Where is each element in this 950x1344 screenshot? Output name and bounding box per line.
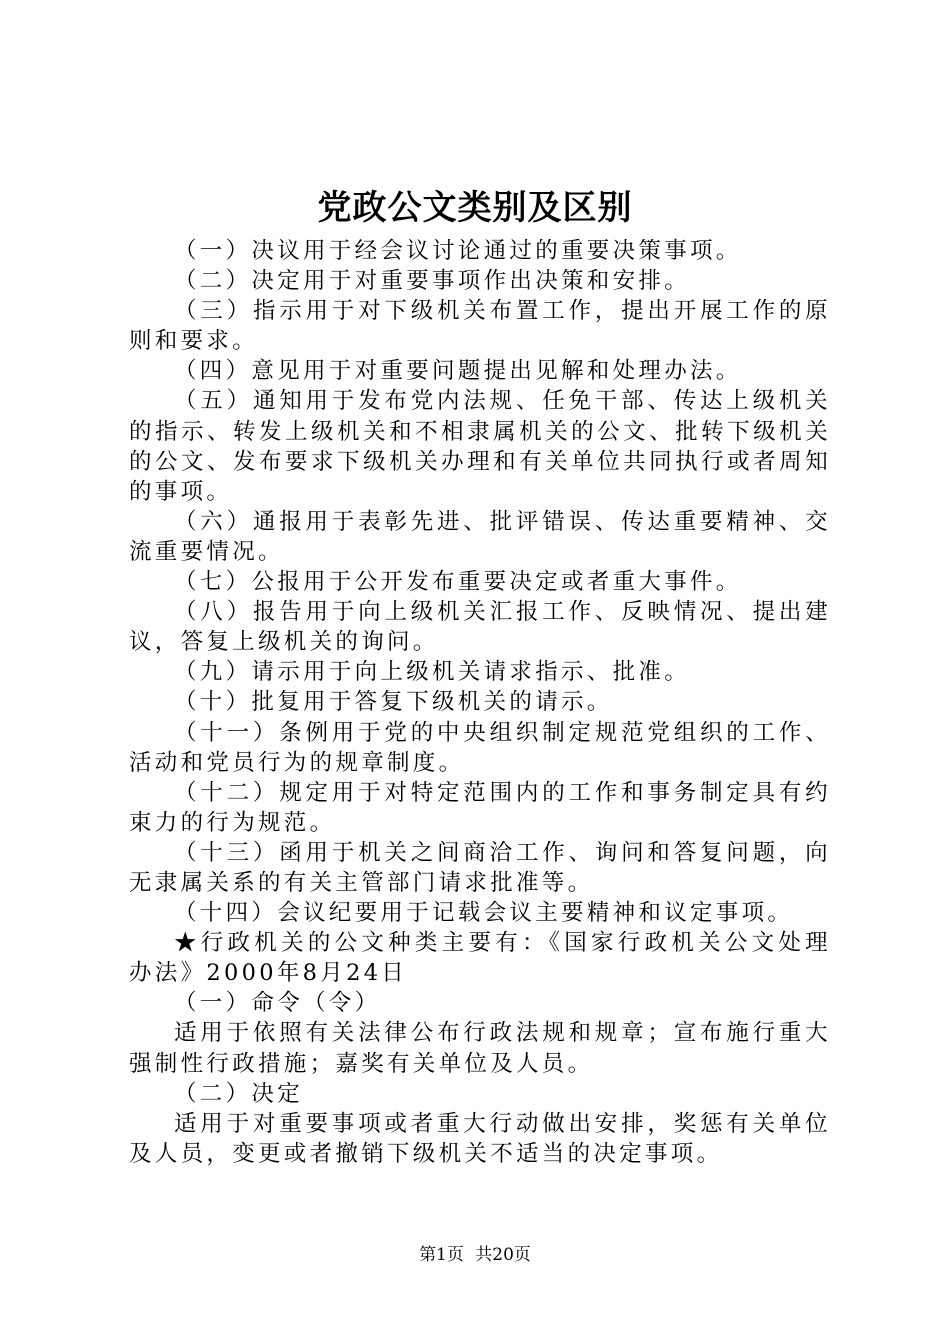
paragraph: （三）指示用于对下级机关布置工作，提出开展工作的原则和要求。 (129, 298, 831, 355)
paragraph: （五）通知用于发布党内法规、任免干部、传达上级机关的指示、转发上级机关和不相隶属机关的公文、批转下级机关的公文、发布要求下级机关办理和有关单位共同执行或者周知的事项。 (129, 388, 831, 505)
paragraph: （二）决定 (174, 1080, 304, 1107)
paragraph: （六）通报用于表彰先进、批评错误、传达重要精神、交流重要情况。 (129, 508, 831, 565)
paragraph: （二）决定用于对重要事项作出决策和安排。 (174, 268, 691, 295)
page-number: 第1页 (419, 1245, 464, 1265)
page-footer (0, 1243, 950, 1267)
paragraph: （一）决议用于经会议讨论通过的重要决策事项。 (174, 238, 742, 264)
paragraph: （十四）会议纪要用于记载会议主要精神和议定事项。 (174, 900, 794, 927)
paragraph: （八）报告用于向上级机关汇报工作、反映情况、提出建议，答复上级机关的询问。 (129, 599, 831, 656)
paragraph: 适用于对重要事项或者重大行动做出安排，奖惩有关单位及人员，变更或者撤销下级机关不适当的决定事项。 (129, 1110, 831, 1167)
paragraph: （四）意见用于对重要问题提出见解和处理办法。 (174, 358, 742, 385)
paragraph: （十二）规定用于对特定范围内的工作和事务制定具有约束力的行为规范。 (129, 779, 831, 836)
paragraph: （十一）条例用于党的中央组织制定规范党组织的工作、活动和党员行为的规章制度。 (129, 719, 831, 776)
paragraph: （七）公报用于公开发布重要决定或者重大事件。 (174, 569, 742, 596)
document-title: 党政公文类别及区别 (317, 188, 633, 228)
paragraph: （九）请示用于向上级机关请求指示、批准。 (174, 659, 691, 686)
paragraph: （十三）函用于机关之间商洽工作、询问和答复问题，向无隶属关系的有关主管部门请求批准等。 (129, 839, 831, 896)
document-body (129, 236, 831, 1169)
paragraph: （一）命令（令） (174, 990, 381, 1017)
paragraph: 适用于依照有关法律公布行政法规和规章；宣布施行重大强制性行政措施；嘉奖有关单位及人员。 (129, 1020, 831, 1077)
page-total: 共20页 (475, 1245, 531, 1265)
paragraph: ★行政机关的公文种类主要有：《国家行政机关公文处理办法》2000年8月24日 (129, 930, 831, 987)
paragraph: （十）批复用于答复下级机关的请示。 (174, 689, 613, 716)
